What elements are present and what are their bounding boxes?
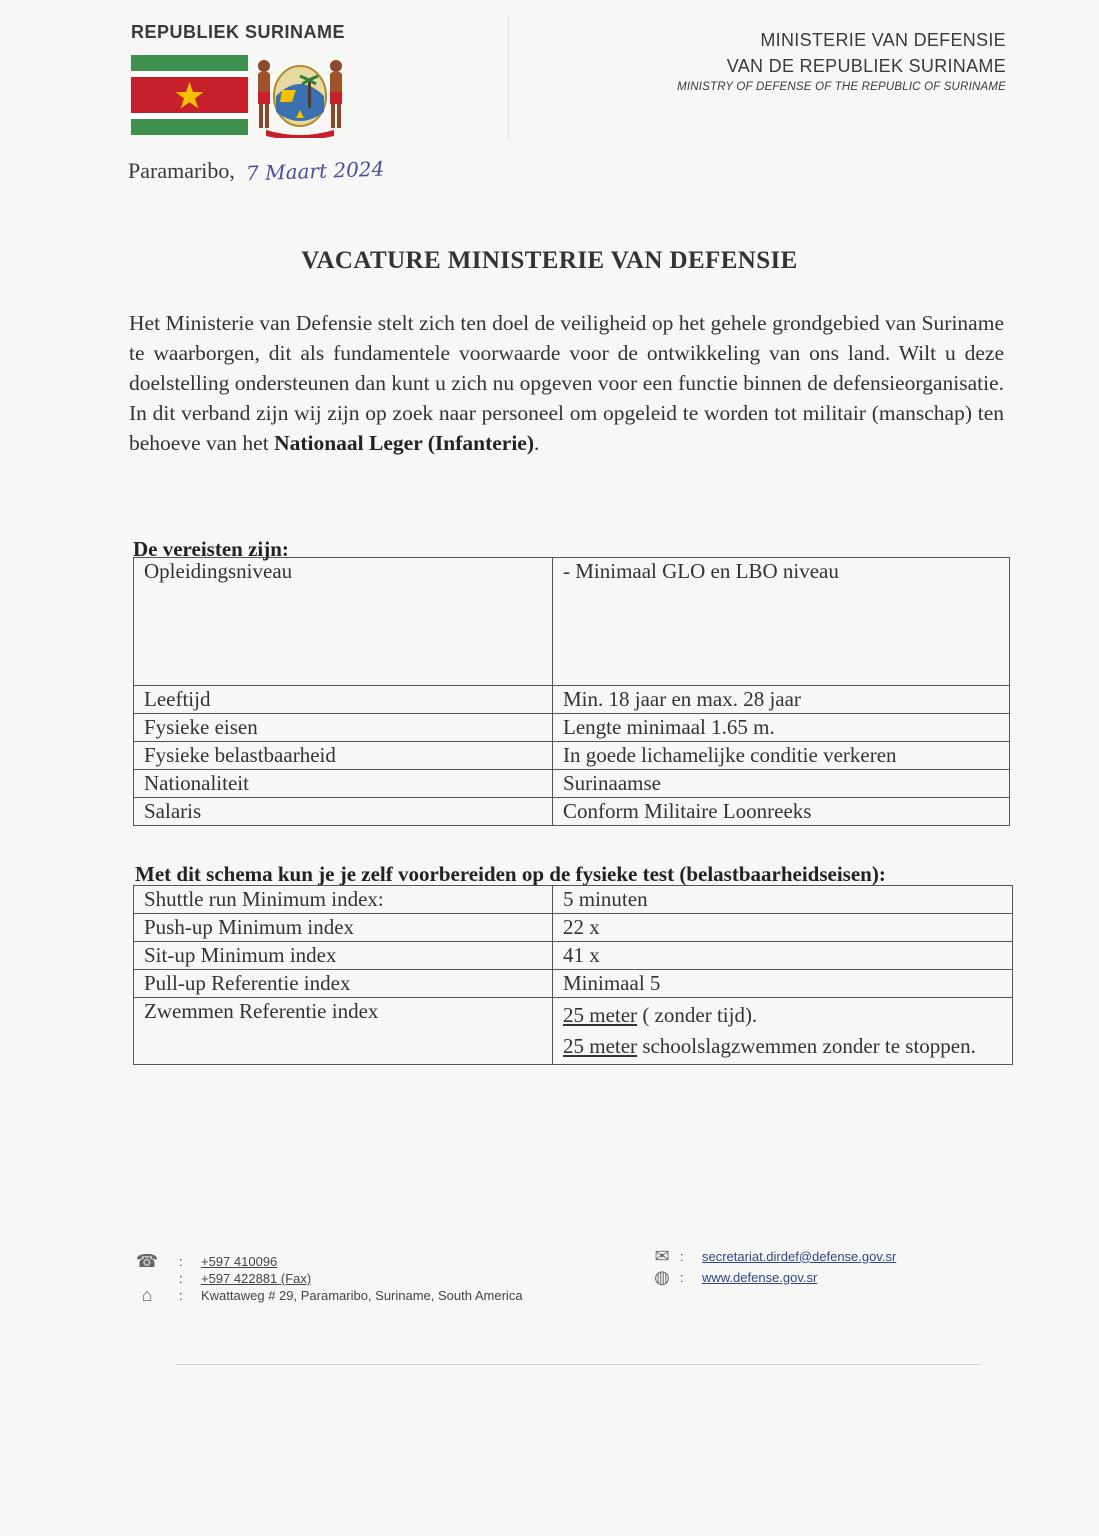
- footer-divider: [176, 1364, 981, 1365]
- separator: :: [179, 1287, 183, 1303]
- footer-online: [650, 1246, 896, 1288]
- fax-number: +597 422881 (Fax): [201, 1270, 312, 1286]
- table-row: [134, 998, 1013, 1065]
- req-value: Conform Militaire Loonreeks: [553, 798, 1010, 826]
- schema-label: Zwemmen Referentie index: [134, 998, 553, 1065]
- schema-value: 22 x: [553, 914, 1013, 942]
- ministry-english: MINISTRY OF DEFENSE OF THE REPUBLIC OF SURINAME: [677, 81, 1006, 93]
- swim-line-2: [563, 1033, 1002, 1060]
- req-label: Fysieke belastbaarheid: [134, 742, 553, 770]
- mail-icon: ✉: [654, 1245, 670, 1266]
- schema-label: Pull-up Referentie index: [134, 970, 553, 998]
- schema-label: Shuttle run Minimum index:: [134, 886, 553, 914]
- table-row: [134, 970, 1013, 998]
- table-row: [134, 914, 1013, 942]
- address: Kwattaweg # 29, Paramaribo, Suriname, South America: [201, 1287, 523, 1303]
- table-row: [134, 558, 1010, 686]
- req-label: Nationaliteit: [134, 770, 553, 798]
- globe-icon: ◍: [654, 1266, 670, 1287]
- req-value: Surinaamse: [553, 770, 1010, 798]
- table-row: [134, 686, 1010, 714]
- intro-text: Het Ministerie van Defensie stelt zich ten doel de veiligheid op het gehele grondgebied van Suriname te waarborgen, dit als fundamentele voorwaarde voor de ontwikkeling van ons land. Wilt u deze doelstelling ondersteunen dan kunt u zich nu opgeven voor een functie binnen de defensieorganisatie. In dit verband zijn wij zijn op zoek naar personeel om opgeleid te worden tot militair (manschap) ten behoeve van het: [129, 311, 1004, 455]
- table-row: [134, 770, 1010, 798]
- handwritten-date: 7 Maart 2024: [246, 156, 386, 186]
- schema-value: 5 minuten: [553, 886, 1013, 914]
- req-label: Salaris: [134, 798, 553, 826]
- schema-value: Minimaal 5: [553, 970, 1013, 998]
- swim-desc-1: ( zonder tijd).: [637, 1003, 758, 1027]
- schema-title: Met dit schema kun je je zelf voorbereiden op de fysieke test (belastbaarheidseisen):: [135, 862, 886, 886]
- email-link[interactable]: secretariat.dirdef@defense.gov.sr: [702, 1248, 897, 1264]
- table-row: [134, 886, 1013, 914]
- req-value: In goede lichamelijke conditie verkeren: [553, 742, 1010, 770]
- republic-title: REPUBLIEK SURINAME: [131, 22, 346, 42]
- separator: :: [680, 1248, 684, 1264]
- req-value: - Minimaal GLO en LBO niveau: [553, 558, 1010, 686]
- footer-address-row: [135, 1286, 523, 1304]
- intro-bold: Nationaal Leger (Infanterie): [274, 431, 535, 455]
- swim-distance-1: 25 meter: [563, 1003, 638, 1027]
- phone-icon: ☎: [135, 1250, 159, 1271]
- requirements-title: De vereisten zijn:: [133, 537, 289, 561]
- phone-number[interactable]: +597 410096: [201, 1253, 278, 1269]
- document-title: VACATURE MINISTERIE VAN DEFENSIE: [301, 247, 798, 274]
- swim-desc-2: schoolslagzwemmen zonder te stoppen.: [637, 1034, 976, 1058]
- schema-label: Sit-up Minimum index: [134, 942, 553, 970]
- footer-phone-row: [135, 1252, 523, 1270]
- home-icon: ⌂: [141, 1284, 153, 1305]
- req-value: Lengte minimaal 1.65 m.: [553, 714, 1010, 742]
- swim-distance-2: 25 meter: [563, 1034, 638, 1058]
- req-label: Fysieke eisen: [134, 714, 553, 742]
- swim-line-1: [563, 1002, 1002, 1029]
- schema-value: 41 x: [553, 942, 1013, 970]
- footer-fax-row: [135, 1270, 523, 1286]
- intro-end: .: [534, 431, 540, 455]
- header-divider: [508, 15, 509, 140]
- separator: :: [179, 1270, 183, 1286]
- req-label: Opleidingsniveau: [134, 558, 553, 686]
- intro-paragraph: [129, 308, 1004, 458]
- coat-of-arms-icon: [252, 52, 348, 138]
- schema-table: [133, 885, 1013, 1065]
- footer-email-row: [650, 1246, 896, 1266]
- date-line: [128, 158, 385, 184]
- table-row: [134, 798, 1010, 826]
- table-row: [134, 714, 1010, 742]
- ministry-name: MINISTERIE VAN DEFENSIE: [760, 30, 1006, 50]
- req-value: Min. 18 jaar en max. 28 jaar: [553, 686, 1010, 714]
- ministry-header: [677, 27, 1006, 95]
- ministry-republic: VAN DE REPUBLIEK SURINAME: [726, 56, 1006, 76]
- separator: :: [680, 1269, 684, 1285]
- website-link[interactable]: www.defense.gov.sr: [702, 1269, 818, 1285]
- separator: :: [179, 1253, 183, 1269]
- table-row: [134, 742, 1010, 770]
- place: Paramaribo,: [128, 158, 235, 183]
- requirements-table: [133, 557, 1010, 826]
- schema-value: [553, 998, 1013, 1065]
- footer-contact: [135, 1252, 523, 1304]
- table-row: [134, 942, 1013, 970]
- schema-label: Push-up Minimum index: [134, 914, 553, 942]
- req-label: Leeftijd: [134, 686, 553, 714]
- suriname-flag-icon: [131, 55, 248, 135]
- footer-web-row: [650, 1266, 896, 1288]
